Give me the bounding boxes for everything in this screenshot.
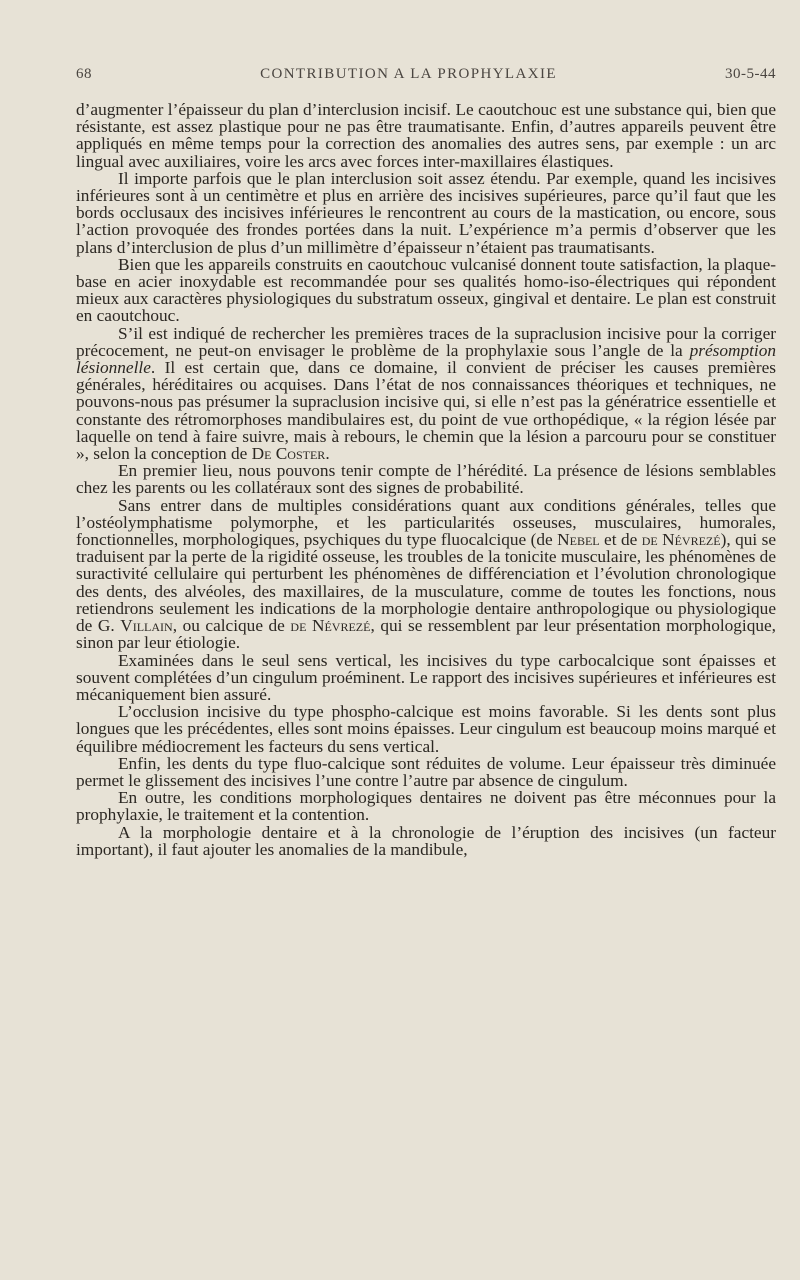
- running-title: CONTRIBUTION A LA PROPHYLAXIE: [260, 66, 557, 82]
- text-segment: Enfin, les dents du type fluo-calcique sont réduites de volume. Leur épaisseur très diminuée permet le glissement des incisives l’une contre l’autre par absence de cingulum.: [76, 753, 776, 790]
- paragraph: [76, 101, 776, 170]
- text-segment: , qui se ressemblent par leur présentation morphologique, sinon par leur étiologie.: [76, 616, 776, 653]
- page-number: 68: [76, 66, 92, 82]
- text-segment: d’augmenter l’épaisseur du plan d’interclusion incisif. Le caoutchouc est une substance qui, bien que résistante, est assez plastique pour ne pas être traumatisante. Enfin, d’autres appareils peuvent être appliqués en même temps pour la correction des anomalies des autres sens, par exemple : un arc lingual avec auxiliaires, voire les arcs avec forces inter-maxillaires élastiques.: [76, 100, 776, 171]
- text-segment: En premier lieu, nous pouvons tenir compte de l’hérédité. La présence de lésions semblables chez les parents ou les collatéraux sont des signes de probabilité.: [76, 461, 776, 498]
- author-name: de Névrezé: [641, 530, 721, 550]
- paragraph: [76, 755, 776, 789]
- paragraph: [76, 256, 776, 325]
- text-segment: En outre, les conditions morphologiques dentaires ne doivent pas être méconnues pour la prophylaxie, le traitement et la contention.: [76, 788, 776, 825]
- text-segment: A la morphologie dentaire et à la chronologie de l’éruption des incisives (un facteur important), il faut ajouter les anomalies de la mandibule,: [76, 822, 776, 859]
- paragraph: [76, 789, 776, 823]
- text-segment: Sans entrer dans de multiples considérations quant aux conditions générales, telles que l’ostéolymphatisme polymorphe, et les particularités osseuses, musculaires, humorales, fonctionnelles, morphologiques, psychiques du type fluocalcique (de: [76, 495, 776, 550]
- author-name: de Névrezé: [290, 616, 371, 636]
- text-segment: Bien que les appareils construits en caoutchouc vulcanisé donnent toute satisfaction, la plaque-base en acier inoxydable est recommandée pour ses qualités homo-iso-électriques qui répondent mieux aux caractères physiologiques du substratum osseux, gingival et dentaire. Le plan est construit en caoutchouc.: [76, 254, 776, 326]
- paragraph: [76, 652, 776, 704]
- running-header: [76, 66, 776, 83]
- text-segment: Il importe parfois que le plan interclusion soit assez étendu. Par exemple, quand les incisives inférieures sont à un centimètre et plus en arrière des incisives supérieures, parce qu’il faut que les bords occlusaux des incisives inférieures le rencontrent au cours de la mastication, ou encore, sous l’action provoquée des frondes portées dans la nuit. L’expérience m’a permis d’observer que les plans d’interclusion de plus d’un millimètre d’épaisseur n’étaient pas traumatisants.: [76, 168, 776, 257]
- author-name: Villain: [120, 616, 173, 636]
- italic-text: présomption lésionnelle: [76, 340, 776, 378]
- text-segment: . Il est certain que, dans ce domaine, il convient de préciser les causes premières générales, héréditaires ou acquises. Dans l’état de nos connaissances théoriques et techniques, ne pouvons-nous pas présumer la supraclusion incisive qui, si elle n’est pas la génératrice essentielle et constante des rétromorphoses mandibulaires est, du point de vue orthopédique, « la région lésée par laquelle on tend à faire suivre, mais à rebours, le chemin que la lésion a parcouru pour se constituer », selon la conception de: [76, 358, 776, 464]
- text-segment: L’occlusion incisive du type phospho-calcique est moins favorable. Si les dents sont plus longues que les précédentes, elles sont moins épaisses. Leur cingulum est beaucoup moins marqué et équilibre médiocrement les facteurs du sens vertical.: [76, 702, 776, 756]
- body-text: [76, 101, 776, 858]
- text-segment: Examinées dans le seul sens vertical, les incisives du type carbocalcique sont épaisses et souvent complétées d’un cingulum proéminent. Le rapport des incisives supérieures et inférieures est mécaniquement bien assuré.: [76, 650, 776, 704]
- author-name: De Coster: [251, 444, 326, 464]
- text-segment: et de: [599, 530, 642, 550]
- paragraph: [76, 325, 776, 463]
- paragraph: [76, 497, 776, 652]
- header-date: 30-5-44: [725, 66, 776, 82]
- text-segment: S’il est indiqué de rechercher les premières traces de la supraclusion incisive pour la corriger précocement, ne peut-on envisager le problème de la prophylaxie sous l’angle de la: [76, 323, 776, 360]
- paragraph: [76, 170, 776, 256]
- text-segment: ), qui se traduisent par la perte de la rigidité osseuse, les troubles de la tonicite musculaire, les phénomènes de suractivité cellulaire qui perturbent les phénomènes de différenciation et l’évolution chronologique des dents, des alvéoles, des maxillaires, de la musculature, comme de toutes les fonctions, nous retiendrons seulement les indications de la morphologie dentaire anthropologique ou physiologique de G.: [76, 530, 776, 636]
- text-segment: .: [325, 444, 330, 464]
- paragraph: [76, 462, 776, 496]
- text-segment: , ou calcique de: [172, 616, 291, 636]
- author-name: Nebel: [557, 530, 600, 550]
- paragraph: [76, 824, 776, 858]
- paragraph: [76, 703, 776, 755]
